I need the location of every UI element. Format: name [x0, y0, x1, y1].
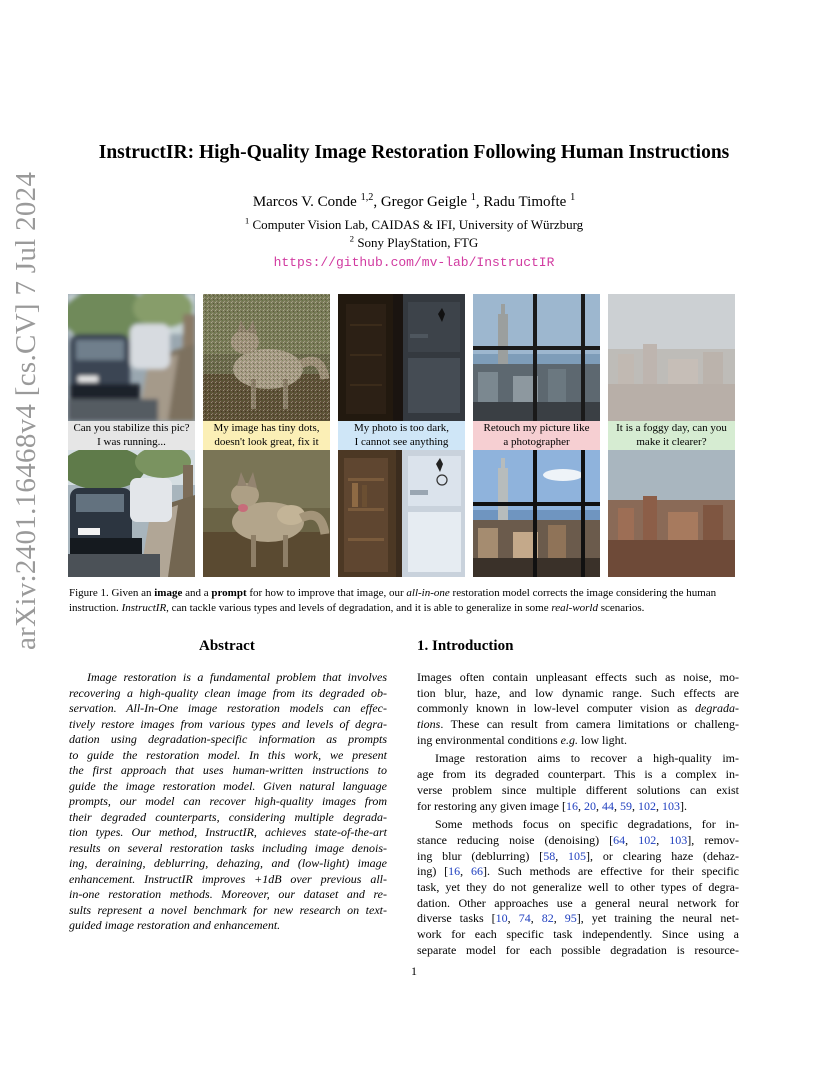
citation-link[interactable]: 44 — [601, 798, 614, 813]
abstract-line: recovering a high-quality clean image from its degraded ob- — [69, 685, 387, 700]
abstract-line: their degraded counterparts, considering multiple degrada- — [69, 809, 387, 824]
text-run: ing environmental conditions — [417, 732, 561, 747]
text-run: commonly known in low-level computer vision as — [417, 701, 695, 716]
affiliation-1 — [0, 217, 828, 233]
intro-line: for restoring any given image [16, 20, 44, 59, 102, 103]. — [417, 798, 687, 813]
intro-line: Some methods focus on specific degradations, for in- — [435, 817, 739, 832]
abstract-line: enhancement. InstructIR improves +1dB over previous all- — [69, 871, 387, 886]
abstract-heading: Abstract — [199, 638, 255, 654]
panel-retouch — [473, 294, 600, 577]
abstract-line: in-one restoration methods. Moreover, our dataset and re- — [69, 887, 387, 901]
citation-link[interactable]: 59 — [619, 798, 632, 813]
author-affiliation-mark: 1 — [570, 192, 576, 203]
caption-line: Can you stabilize this pic? — [73, 422, 190, 434]
panel-lowlight — [338, 294, 465, 577]
retouched-image-city — [473, 450, 600, 577]
abstract-line: results on several restoration tasks including image denois- — [69, 840, 387, 855]
author-affiliation-mark: 1,2 — [360, 192, 374, 203]
intro-line: stance reducing noise (denoising) [64, 102, 103], remov- — [417, 832, 740, 847]
citation-link[interactable]: 74 — [518, 911, 531, 926]
caption-italic: InstructIR — [121, 602, 167, 614]
degraded-image-dark-room — [338, 294, 465, 421]
caption-line: a photographer — [503, 435, 570, 448]
citation-link[interactable]: 82 — [541, 911, 554, 926]
arxiv-id-text: arXiv:2401.16468v4 [cs.CV] 7 Jul 2024 — [10, 171, 42, 650]
caption-line: It is a foggy day, can you — [616, 422, 727, 434]
intro-line: age from its degraded counterpart. This is a complex in- — [417, 767, 739, 782]
intro-line — [417, 733, 739, 749]
restored-image-coyote — [203, 450, 330, 577]
citation-link[interactable]: 64 — [613, 832, 626, 847]
text-run: ], yet training the neural net- — [576, 911, 740, 926]
figure-1-grid — [68, 294, 737, 577]
abstract-line: to guide the restoration model. In this work, we present — [69, 747, 387, 762]
abstract-line: ing, deraining, deblurring, dehazing, and (low-light) image — [69, 856, 387, 870]
arxiv-identifier — [2, 171, 52, 650]
citation-link[interactable]: 95 — [564, 911, 577, 926]
caption-text: Given an — [108, 587, 155, 599]
introduction-heading: 1. Introduction — [417, 638, 514, 654]
panel-dehaze — [608, 294, 735, 577]
caption-line: My photo is too dark, — [353, 422, 450, 434]
caption-italic: real-world — [551, 602, 598, 614]
text-run: . These can result from camera limitations or challeng- — [440, 717, 739, 732]
caption-line: make it clearer? — [636, 435, 707, 448]
caption-text: for how to improve that image, our — [246, 587, 407, 599]
abstract-line: the first approach that uses human-written instructions to — [69, 763, 387, 777]
citation-link[interactable]: 20 — [583, 798, 596, 813]
figure-label: Figure 1. — [69, 587, 109, 599]
caption-line: I cannot see anything — [354, 435, 449, 448]
intro-line: verse problem since multiple different solutions can exist — [417, 782, 739, 797]
intro-line — [417, 717, 739, 733]
italic-run: tions — [417, 717, 441, 732]
intro-line: diverse tasks [10, 74, 82, 95], yet training the neural net- — [417, 911, 740, 926]
abstract-line: guided image restoration and enhancement. — [69, 918, 281, 932]
text-run: ]. — [679, 798, 687, 813]
github-link[interactable]: https://github.com/mv-lab/InstructIR — [273, 255, 555, 270]
citation-link[interactable]: 103 — [661, 798, 680, 813]
abstract-line: tion types. Our method, InstructIR, achieves state-of-the-art — [69, 825, 387, 839]
instruction-caption — [203, 421, 330, 450]
caption-line: doesn't look great, fix it — [214, 435, 319, 448]
panel-denoise — [203, 294, 330, 577]
instruction-caption — [473, 421, 600, 450]
author-name: Radu Timofte — [483, 194, 567, 210]
restored-image-street — [68, 450, 195, 577]
text-run: ing blur (deblurring) [ — [417, 848, 544, 863]
author-name: Marcos V. Conde — [252, 194, 357, 210]
affiliation-mark: 1 — [244, 215, 250, 226]
author-name: Gregor Geigle — [380, 194, 468, 210]
panel-stabilize — [68, 294, 195, 577]
citation-link[interactable]: 16 — [448, 864, 461, 879]
caption-italic: all-in-one — [406, 587, 450, 599]
citation-link[interactable]: 10 — [495, 911, 508, 926]
intro-line: task, yet they do not generalize well to other types of degra- — [417, 879, 739, 894]
intro-line — [417, 701, 739, 717]
figure-1-caption — [69, 586, 739, 616]
caption-bold: image — [154, 587, 183, 599]
italic-run: degrada- — [695, 701, 739, 716]
intro-line: separate model for each possible degradation is resource- — [417, 942, 739, 957]
citation-link[interactable]: 16 — [565, 798, 578, 813]
affiliation-text: Sony PlayStation, FTG — [357, 235, 479, 250]
instruction-caption — [608, 421, 735, 450]
intro-line: Image restoration aims to recover a high-quality im- — [435, 751, 739, 766]
restored-image-room — [338, 450, 465, 577]
intro-line: Images often contain unpleasant effects such as noise, mo- — [417, 670, 739, 684]
caption-line: Retouch my picture like — [483, 422, 590, 434]
degraded-image-foggy-city — [608, 294, 735, 421]
text-run: stance reducing noise (denoising) [ — [417, 832, 614, 847]
text-run: diverse tasks [ — [417, 911, 496, 926]
caption-line: My image has tiny dots, — [213, 422, 320, 434]
author-list: Marcos V. Conde $^{1,2}$, Gregor Geigle $^1$, Radu Timofte $^1$ — [252, 192, 576, 210]
citation-link[interactable]: 102 — [638, 832, 657, 847]
caption-text: and a — [182, 587, 212, 599]
text-run: ing) [ — [417, 864, 449, 879]
abstract-line: dation using degradation-specific information as prompts — [69, 732, 387, 746]
author-affiliation-mark: 1 — [470, 192, 476, 203]
abstract-line: guide the image restoration model. Given natural language — [69, 778, 387, 793]
introduction-body — [417, 670, 739, 958]
caption-bold: prompt — [211, 587, 247, 599]
intro-line: dation. Other approaches use a general neural network for — [417, 895, 739, 910]
text-run: low light. — [577, 732, 627, 747]
text-run: ], remov- — [687, 832, 740, 847]
paper-title: InstructIR: High-Quality Image Restoration Following Human Instructions — [98, 142, 730, 163]
instruction-caption — [338, 421, 465, 450]
caption-text: scenarios. — [598, 602, 645, 614]
affiliation-mark: 2 — [349, 233, 355, 244]
degraded-image-blurry-street — [68, 294, 195, 421]
abstract-line: sults represent a novel benchmark for new research on text- — [69, 902, 387, 917]
abstract-line: Image restoration is a fundamental problem that involves — [87, 670, 387, 684]
intro-line: tion blur, haze, and low dynamic range. Such effects are — [417, 685, 739, 700]
instruction-caption — [68, 421, 195, 450]
restored-image-clear-city — [608, 450, 735, 577]
abstract-line: servation. All-In-One image restoration models can effec- — [69, 701, 387, 715]
intro-line: work for each specific task independently. Since using a — [417, 927, 739, 941]
abstract-line: prompts, our model can recover high-quality images from — [69, 794, 387, 808]
original-image-city-window — [473, 294, 600, 421]
citation-link[interactable]: 105 — [568, 848, 587, 863]
intro-line: ing) [16, 66]. Such methods are effective for their specific — [417, 864, 739, 879]
degraded-image-noisy-coyote — [203, 294, 330, 421]
abstract-line: tively restore images from various types and levels of degra- — [69, 716, 387, 731]
affiliation-text: Computer Vision Lab, CAIDAS & IFI, University of Würzburg — [252, 217, 584, 232]
affiliation-2 — [0, 235, 828, 251]
caption-text: restoration model corrects the image considering the human instruction. — [69, 587, 717, 614]
intro-line: ing blur (deblurring) [58, 105], or clearing haze (dehaz- — [417, 848, 740, 863]
text-run: ], or clearing haze (dehaz- — [586, 848, 740, 863]
italic-run: e.g. — [560, 732, 578, 747]
citation-link[interactable]: 102 — [637, 798, 656, 813]
citation-link[interactable]: 103 — [669, 832, 688, 847]
text-run: for restoring any given image [ — [417, 798, 566, 813]
abstract-body — [69, 670, 387, 934]
page-number: 1 — [411, 964, 417, 978]
caption-line: I was running... — [97, 435, 166, 448]
text-run: ]. Such methods are effective for their specific — [482, 864, 739, 879]
caption-text: , can tackle various types and levels of degradation, and it is able to generalize in some — [166, 602, 552, 614]
citation-link[interactable]: 66 — [470, 864, 483, 879]
citation-link[interactable]: 58 — [543, 848, 556, 863]
